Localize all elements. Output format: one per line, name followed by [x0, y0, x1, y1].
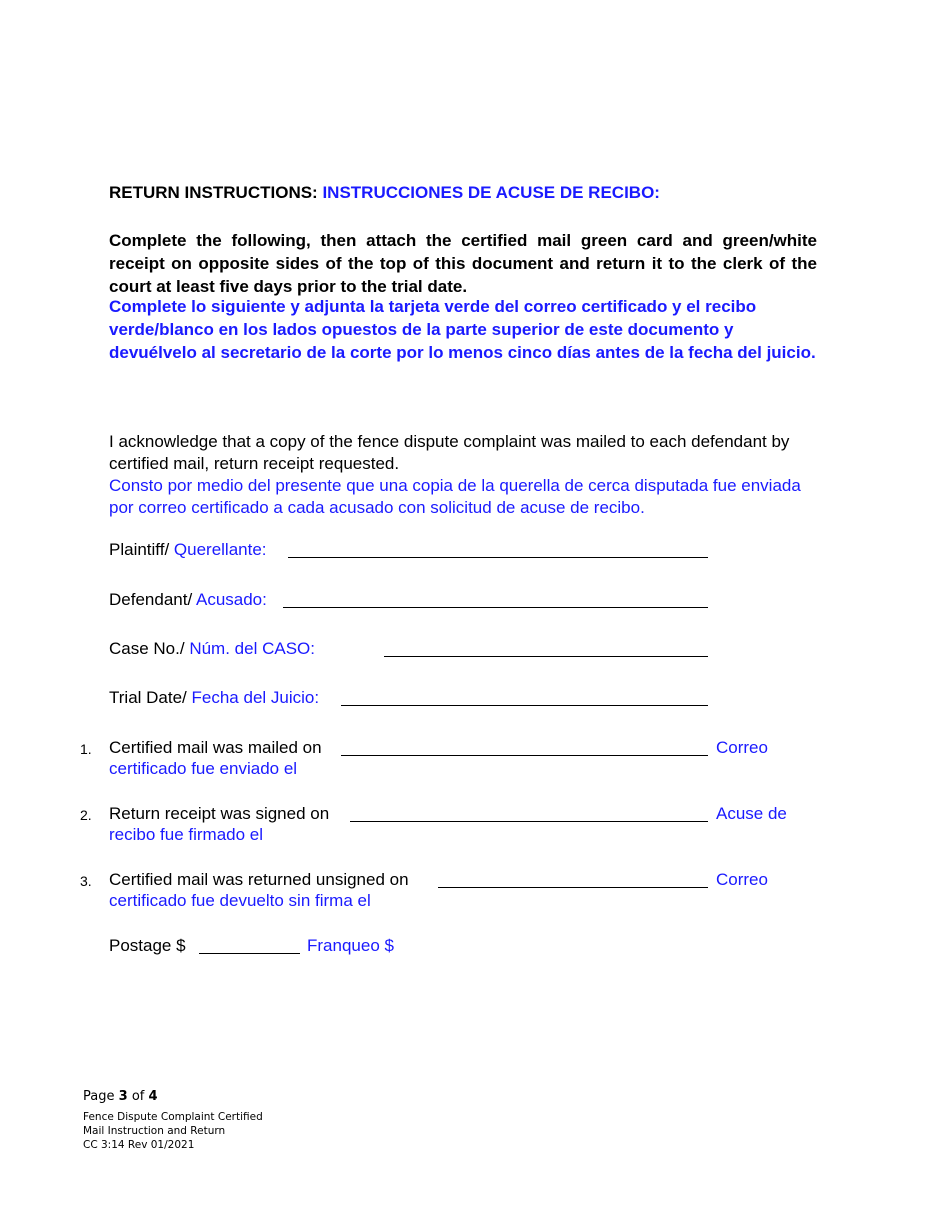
- form-title-line2: Mail Instruction and Return: [83, 1125, 226, 1137]
- plaintiff-label-es: Querellante:: [173, 540, 267, 559]
- item-signed-on-label: Return receipt was signed on: [109, 804, 330, 823]
- returned-unsigned-field[interactable]: [438, 887, 708, 888]
- defendant-label: [109, 590, 267, 610]
- trial-date-label: [109, 688, 319, 708]
- item-mailed-on-es-part2: certificado fue enviado el: [109, 759, 298, 778]
- plaintiff-field[interactable]: [288, 557, 708, 558]
- heading-english: RETURN INSTRUCTIONS:: [109, 183, 318, 202]
- postage-label-spanish: Franqueo $: [307, 936, 394, 955]
- page-current: 3: [118, 1089, 128, 1104]
- defendant-label-es: Acusado:: [195, 590, 267, 609]
- item-mailed-on-es-part1: Correo: [716, 738, 768, 757]
- item-returned-unsigned-es-part1: Correo: [716, 870, 768, 889]
- page-total: 4: [148, 1089, 158, 1104]
- form-title-line1: Fence Dispute Complaint Certified: [83, 1111, 263, 1123]
- item-number: 3.: [80, 873, 92, 889]
- defendant-label-en: Defendant/: [109, 590, 193, 609]
- plaintiff-label: [109, 540, 267, 560]
- of-word: of: [131, 1089, 145, 1104]
- defendant-field[interactable]: [283, 607, 708, 608]
- page-indicator: [83, 1089, 158, 1104]
- case-number-field[interactable]: [384, 656, 708, 657]
- heading-spanish: INSTRUCCIONES DE ACUSE DE RECIBO:: [322, 183, 660, 202]
- item-number: 1.: [80, 741, 92, 757]
- form-identifier: [83, 1110, 263, 1152]
- case-number-label-es: Núm. del CASO:: [189, 639, 315, 658]
- case-number-label: [109, 639, 315, 659]
- postage-label: Postage $: [109, 936, 186, 955]
- item-returned-unsigned-es-part2: certificado fue devuelto sin firma el: [109, 891, 371, 910]
- instructions-english: Complete the following, then attach the certified mail green card and green/white receipt on opposite sides of the top of this document and return it to the clerk of the court at least five days prior to the trial date.: [109, 231, 817, 296]
- instructions-spanish: Complete lo siguiente y adjunta la tarjeta verde del correo certificado y el recibo verde/blanco en los lados opuestos de la parte superior de este documento y devuélvelo al secretario de la corte por lo menos cinco días antes de la fecha del juicio.: [109, 297, 816, 362]
- form-code: CC 3:14 Rev 01/2021: [83, 1139, 195, 1151]
- item-signed-on-es-part2: recibo fue firmado el: [109, 825, 264, 844]
- item-signed-on-es-part1: Acuse de: [716, 804, 787, 823]
- trial-date-label-en: Trial Date/: [109, 688, 187, 707]
- case-number-label-en: Case No./: [109, 639, 185, 658]
- page-word: Page: [83, 1089, 115, 1104]
- acknowledgment-spanish: Consto por medio del presente que una copia de la querella de cerca disputada fue enviada por correo certificado a cada acusado con solicitud de acuse de recibo.: [109, 476, 801, 517]
- trial-date-label-es: Fecha del Juicio:: [191, 688, 320, 707]
- plaintiff-label-en: Plaintiff/: [109, 540, 170, 559]
- acknowledgment-english: I acknowledge that a copy of the fence dispute complaint was mailed to each defendant by certified mail, return receipt requested.: [109, 432, 790, 473]
- item-mailed-on-label: Certified mail was mailed on: [109, 738, 322, 757]
- postage-field[interactable]: [199, 953, 300, 954]
- item-number: 2.: [80, 807, 92, 823]
- item-returned-unsigned-label: Certified mail was returned unsigned on: [109, 870, 409, 889]
- return-instructions-heading: [109, 183, 660, 203]
- mailed-on-field[interactable]: [341, 755, 708, 756]
- signed-on-field[interactable]: [350, 821, 708, 822]
- trial-date-field[interactable]: [341, 705, 708, 706]
